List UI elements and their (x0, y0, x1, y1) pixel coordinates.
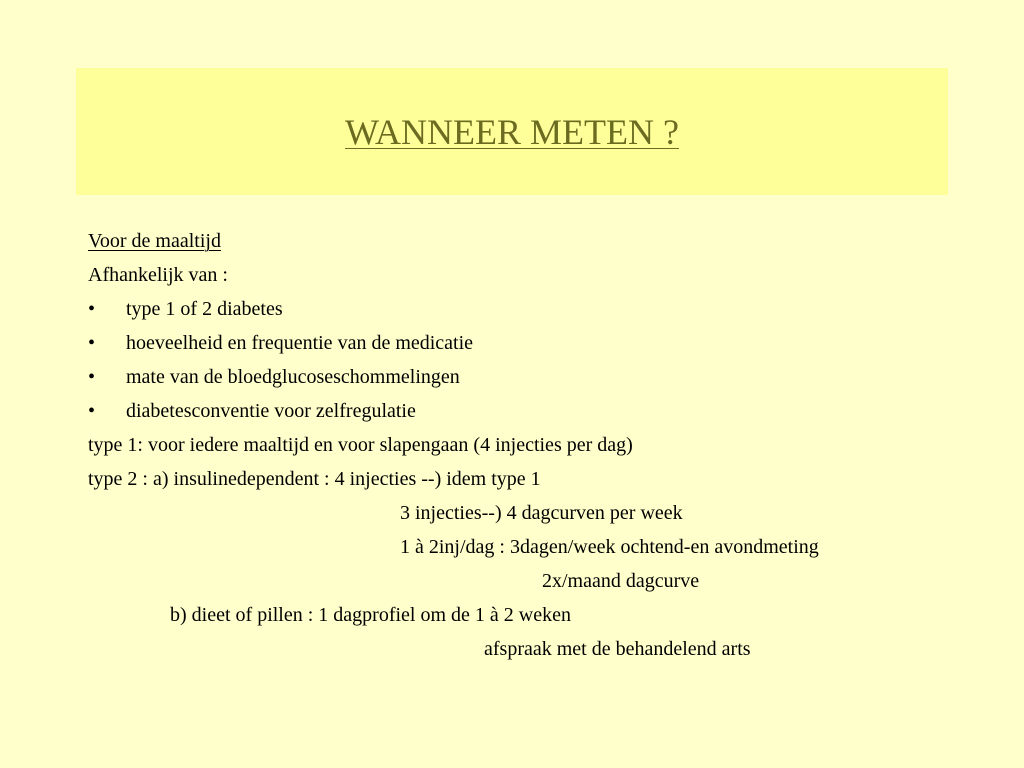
bullet-item (88, 292, 968, 326)
bullet-item (88, 360, 968, 394)
type2b-line (88, 598, 968, 632)
intro-text: Afhankelijk van : (88, 264, 228, 286)
bullet-dot: • (88, 400, 96, 422)
type2a-monthly-text: 2x/maand dagcurve (542, 570, 700, 592)
title-box (76, 68, 948, 195)
bullet-dot: • (88, 366, 96, 388)
type2b-appointment-line (88, 632, 968, 666)
intro-line (88, 258, 968, 292)
type2a-1inj-line (88, 530, 968, 564)
type1-line (88, 428, 968, 462)
bullet-text: type 1 of 2 diabetes (126, 298, 283, 320)
bullet-dot: • (88, 332, 96, 354)
bullet-text: diabetesconventie voor zelfregulatie (126, 400, 416, 422)
bullet-text: mate van de bloedglucoseschommelingen (126, 366, 460, 388)
bullet-dot: • (88, 298, 96, 320)
bullet-text: hoeveelheid en frequentie van de medicatie (126, 332, 474, 354)
heading-line (88, 224, 968, 258)
type2a-monthly-line (88, 564, 968, 598)
type2b-appointment-text: afspraak met de behandelend arts (484, 638, 751, 660)
section-heading: Voor de maaltijd (88, 230, 221, 252)
bullet-item (88, 394, 968, 428)
type2b-text: b) dieet of pillen : 1 dagprofiel om de 1 à 2 weken (170, 604, 571, 626)
slide-title: WANNEER METEN ? (345, 111, 679, 152)
type1-text: type 1: voor iedere maaltijd en voor slapengaan (4 injecties per dag) (88, 434, 633, 456)
type2a-3inj-text: 3 injecties--) 4 dagcurven per week (400, 502, 683, 524)
slide-body (88, 224, 968, 666)
type2a-line (88, 462, 968, 496)
type2a-text: type 2 : a) insulinedependent : 4 injecties --) idem type 1 (88, 468, 541, 490)
bullet-item (88, 326, 968, 360)
type2a-1inj-text: 1 à 2inj/dag : 3dagen/week ochtend-en avondmeting (400, 536, 819, 558)
type2a-3inj-line (88, 496, 968, 530)
